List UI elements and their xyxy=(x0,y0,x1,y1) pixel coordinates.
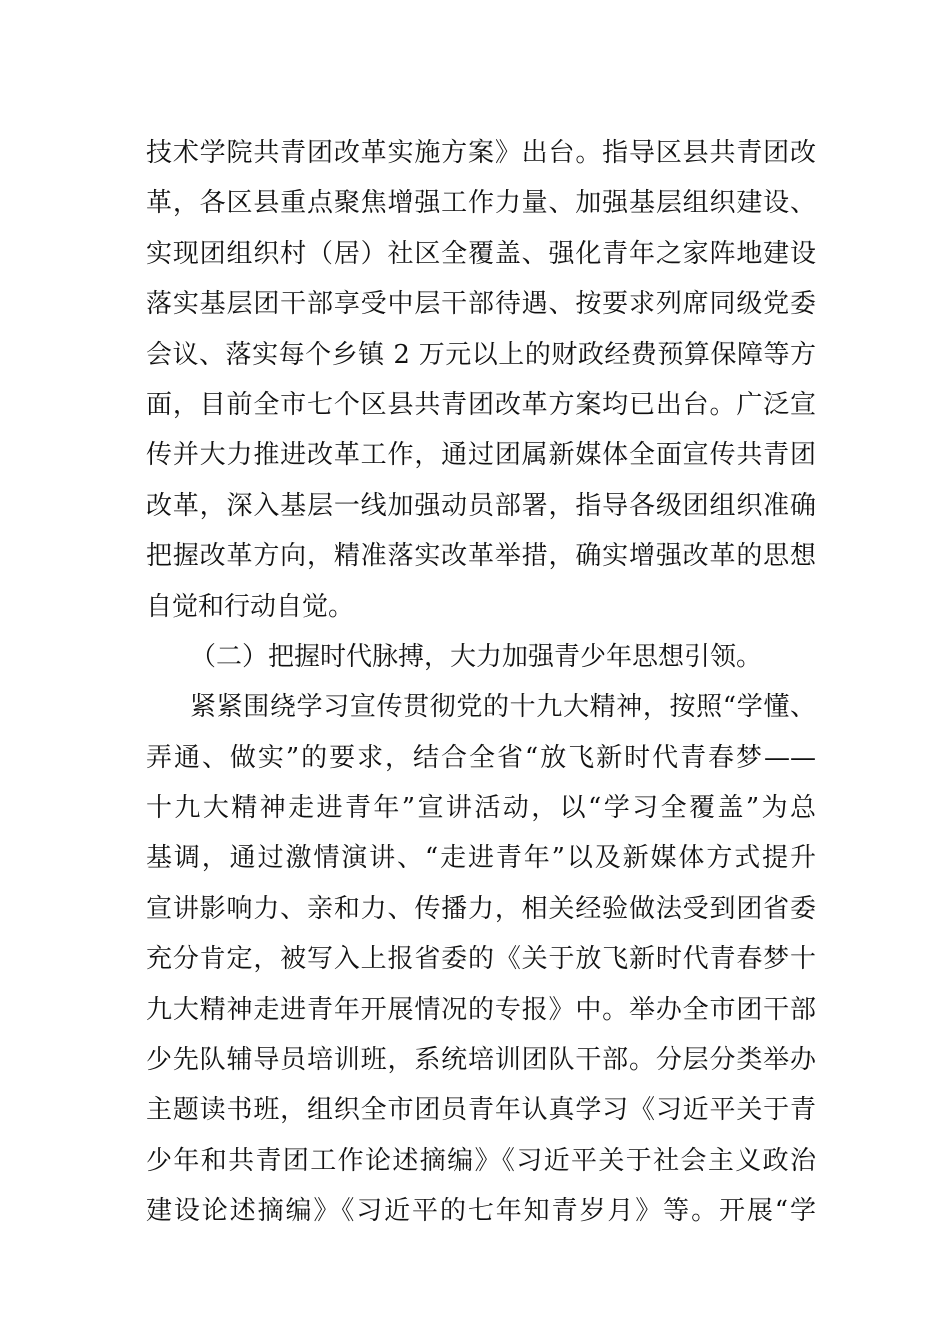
text-line: 实现团组织村（居）社区全覆盖、强化青年之家阵地建设 xyxy=(146,238,816,269)
paragraph-youth-ideology xyxy=(146,682,816,1236)
text-line: 充分肯定，被写入上报省委的《关于放飞新时代青春梦十 xyxy=(146,944,816,975)
text-line: 宣讲影响力、亲和力、传播力，相关经验做法受到团省委 xyxy=(146,893,816,924)
text-line: 弄通、做实”的要求，结合全省“放飞新时代青春梦—— xyxy=(146,742,816,773)
text-line: 主题读书班，组织全市团员青年认真学习《习近平关于青 xyxy=(146,1095,816,1126)
text-line: 九大精神走进青年开展情况的专报》中。举办全市团干部 xyxy=(146,994,816,1025)
text-line: 技术学院共青团改革实施方案》出台。指导区县共青团改 xyxy=(146,138,816,168)
text-line: 把握改革方向，精准落实改革举措，确实增强改革的思想 xyxy=(146,541,816,572)
text-line: 面，目前全市七个区县共青团改革方案均已出台。广泛宣 xyxy=(146,389,816,420)
text-line: 落实基层团干部享受中层干部待遇、按要求列席同级党委 xyxy=(146,289,816,320)
text-line: 紧紧围绕学习宣传贯彻党的十九大精神，按照“学懂、 xyxy=(190,692,816,723)
text-line: 基调，通过激情演讲、“走进青年”以及新媒体方式提升 xyxy=(146,843,816,874)
section-heading: （二）把握时代脉搏，大力加强青少年思想引领。 xyxy=(190,641,763,672)
text-line: 自觉和行动自觉。 xyxy=(146,591,355,622)
text-line: 革，各区县重点聚焦增强工作力量、加强基层组织建设、 xyxy=(146,188,816,219)
text-line: 传并大力推进改革工作，通过团属新媒体全面宣传共青团 xyxy=(146,440,816,471)
text-line: 会议、落实每个乡镇 2 万元以上的财政经费预算保障等方 xyxy=(146,339,816,370)
text-line: 改革，深入基层一线加强动员部署，指导各级团组织准确 xyxy=(146,490,816,521)
text-line: 建设论述摘编》《习近平的七年知青岁月》等。开展“学 xyxy=(146,1196,816,1227)
document-body xyxy=(146,128,816,1237)
text-line: 少先队辅导员培训班，系统培训团队干部。分层分类举办 xyxy=(146,1045,816,1076)
text-line: 少年和共青团工作论述摘编》《习近平关于社会主义政治 xyxy=(146,1145,816,1176)
paragraph-reform-implementation xyxy=(146,128,816,632)
text-line: 十九大精神走进青年”宣讲活动，以“学习全覆盖”为总 xyxy=(146,793,816,824)
